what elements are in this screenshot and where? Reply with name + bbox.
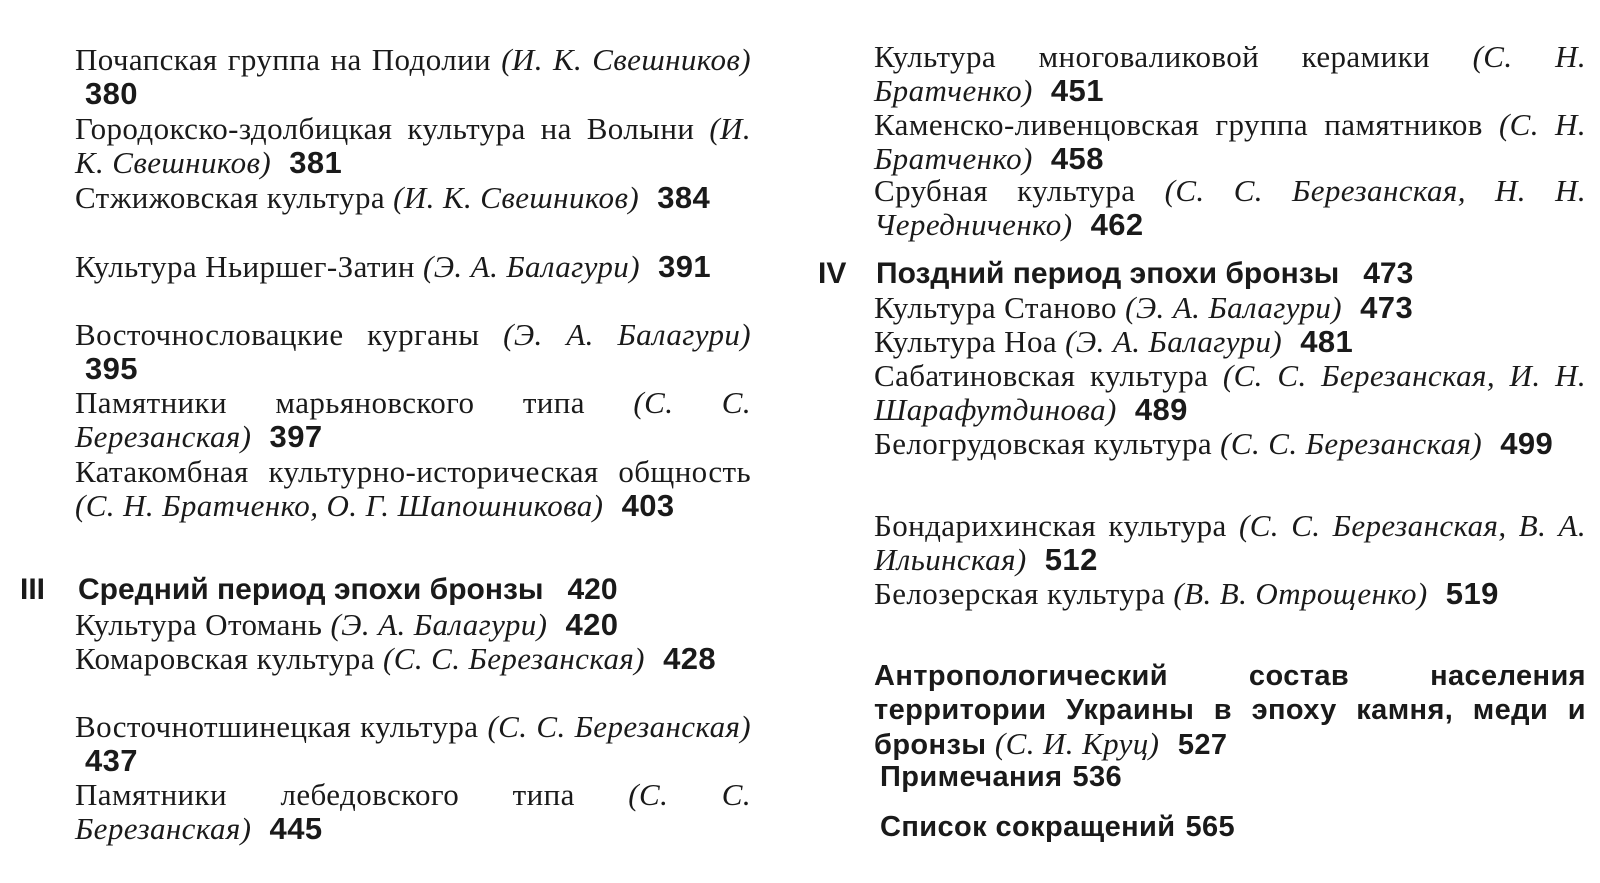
entry-title: Белозерская культура: [874, 576, 1166, 611]
toc-entry: [874, 509, 1586, 577]
entry-title: Катакомбная культурно-историческая общность: [75, 454, 751, 489]
entry-title: Культура Отомань: [75, 607, 323, 642]
toc-entry: [75, 318, 751, 386]
entry-page: 403: [621, 488, 675, 523]
entry-author: (С. С. Березанская): [383, 641, 645, 676]
toc-entry: [75, 608, 751, 642]
entry-title: Срубная культура: [874, 173, 1136, 208]
entry-title: Комаровская культура: [75, 641, 375, 676]
section-title: Поздний период эпохи бронзы: [876, 257, 1340, 290]
toc-entry: [75, 778, 751, 846]
entry-title: Культура Ноа: [874, 324, 1058, 359]
toc-entry: [874, 325, 1586, 359]
entry-title: Белогрудовская культура: [874, 426, 1213, 461]
entry-author: (С. Н. Братченко): [874, 39, 1587, 108]
entry-page: 395: [85, 351, 138, 386]
toc-entry-anthropology: [874, 659, 1586, 762]
toc-entry: [874, 174, 1586, 242]
entry-author: (С. Н. Братченко, О. Г. Шапошникова): [75, 488, 604, 523]
section-page: 473: [1363, 257, 1414, 290]
entry-author: (С. С. Березанская): [1220, 426, 1483, 461]
entry-title: Сабатиновская культура: [874, 358, 1209, 393]
entry-page: 420: [565, 607, 619, 642]
entry-page: 489: [1134, 392, 1188, 427]
entry-page: 565: [1185, 811, 1236, 843]
toc-entry: [75, 181, 751, 215]
toc-entry: [874, 291, 1586, 325]
entry-title: Восточнотшинецкая культура: [75, 709, 479, 744]
entry-author: (И. К. Свешников): [393, 180, 640, 215]
entry-page: 384: [657, 180, 711, 215]
entry-title: Почапская группа на Подолии: [75, 42, 492, 77]
entry-page: 458: [1050, 141, 1104, 176]
entry-page: 527: [1177, 729, 1228, 761]
toc-entry: [874, 40, 1586, 108]
entry-title: Восточнословацкие курганы: [75, 317, 480, 352]
entry-author: (Э. А. Балагури): [423, 249, 640, 284]
entry-page: 451: [1050, 73, 1104, 108]
entry-author: (В. В. Отрощенко): [1173, 576, 1428, 611]
entry-title: Памятники марьяновского типа: [75, 385, 585, 420]
section-heading-iv: [818, 257, 1413, 291]
entry-author: (С. С. Березанская, В. А. Ильинская): [874, 508, 1586, 577]
entry-page: 391: [658, 249, 712, 284]
entry-title: Культура многоваликовой керамики: [874, 39, 1431, 74]
section-page: 420: [567, 573, 618, 606]
toc-entry: [75, 386, 751, 454]
entry-page: 512: [1044, 542, 1098, 577]
entry-title: Культура Станово: [874, 290, 1117, 325]
entry-title: Стжижовская культура: [75, 180, 386, 215]
entry-page: 381: [289, 145, 343, 180]
section-numeral: III: [20, 573, 46, 606]
entry-page: 473: [1360, 290, 1414, 325]
entry-author: (Э. А. Балагури): [1065, 324, 1283, 359]
toc-entry: [75, 710, 751, 778]
toc-entry: [75, 642, 751, 676]
toc-entry: [874, 108, 1586, 176]
entry-author: (С. Н. Братченко): [874, 107, 1586, 176]
entry-author: (С. С. Березанская): [75, 385, 751, 454]
entry-title: Антропологический состав населения территории Украины в эпоху камня, меди и бронзы: [874, 660, 1586, 761]
entry-author: (С. И. Круц): [994, 726, 1160, 761]
toc-entry: [75, 250, 751, 284]
entry-page: 536: [1072, 761, 1123, 793]
toc-entry: [75, 112, 751, 180]
toc-entry: [75, 455, 751, 523]
entry-page: 499: [1500, 426, 1554, 461]
entry-author: (С. С. Березанская, Н. Н. Чередниченко): [874, 173, 1587, 242]
entry-author: (И. К. Свешников): [75, 111, 751, 180]
entry-author: (Э. А. Балагури): [503, 317, 751, 352]
toc-entry-abbreviations: [880, 810, 1592, 844]
entry-page: 437: [85, 743, 138, 778]
entry-author: (С. С. Березанская): [75, 777, 751, 846]
entry-author: (С. С. Березанская, И. Н. Шарафутдинова): [874, 358, 1587, 427]
entry-title: Примечания: [880, 761, 1063, 793]
entry-page: 428: [663, 641, 716, 676]
entry-title: Каменско-ливенцовская группа памятников: [874, 107, 1483, 142]
toc-entry-notes: [880, 760, 1592, 794]
entry-author: (С. С. Березанская): [487, 709, 751, 744]
entry-page: 481: [1300, 324, 1354, 359]
toc-entry: [874, 577, 1586, 611]
entry-page: 445: [269, 811, 323, 846]
entry-title: Бондарихинская культура: [874, 508, 1227, 543]
entry-title: Городокско-здолбицкая культура на Волыни: [75, 111, 695, 146]
entry-title: Культура Ньиршег-Затин: [75, 249, 415, 284]
section-heading-iii: [20, 573, 618, 607]
entry-page: 397: [269, 419, 323, 454]
entry-page: 462: [1090, 207, 1144, 242]
entry-author: (Э. А. Балагури): [1125, 290, 1342, 325]
entry-author: (Э. А. Балагури): [330, 607, 548, 642]
toc-entry: [874, 359, 1586, 427]
toc-entry: [75, 43, 751, 111]
section-numeral: IV: [818, 257, 847, 290]
section-title: Средний период эпохи бронзы: [78, 573, 544, 606]
entry-title: Список сокращений: [880, 811, 1176, 843]
toc-entry: [874, 427, 1586, 461]
entry-page: 380: [85, 76, 138, 111]
entry-author: (И. К. Свешников): [501, 42, 751, 77]
entry-title: Памятники лебедовского типа: [75, 777, 575, 812]
entry-page: 519: [1445, 576, 1499, 611]
